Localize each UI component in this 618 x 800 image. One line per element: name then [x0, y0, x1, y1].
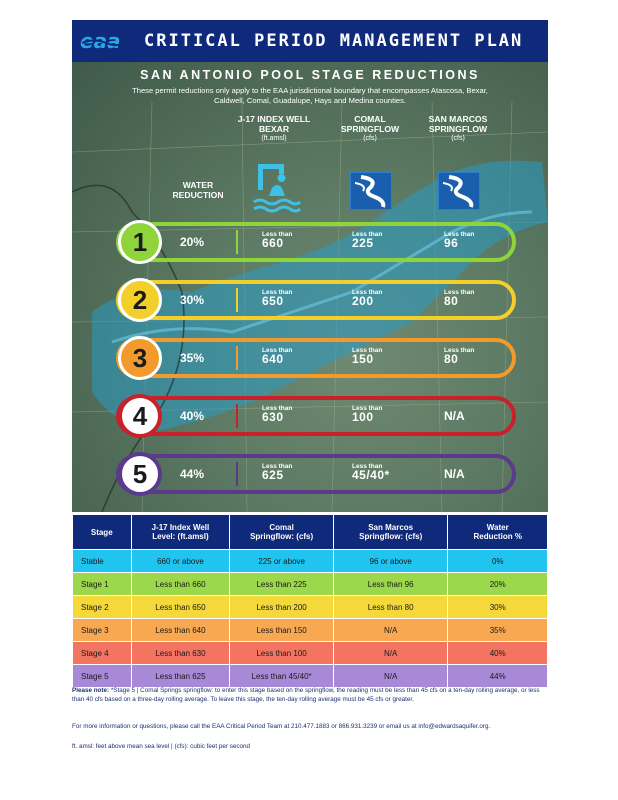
table-cell: Less than 100: [230, 642, 334, 665]
less-than-label: Less than: [444, 347, 475, 354]
stage-comal-cell: [352, 462, 390, 480]
table-cell: Less than 225: [230, 573, 334, 596]
stage-table: [72, 514, 548, 688]
stage-j17-cell: [262, 404, 292, 422]
stage-divider: [236, 404, 238, 428]
stage-divider: [236, 462, 238, 486]
j17-unit: (ft.amsl): [261, 135, 287, 142]
stage-number-badge: 4: [118, 394, 162, 438]
table-cell: Stage 4: [73, 642, 132, 665]
j17-label-line1: J-17 INDEX WELL: [237, 114, 311, 124]
table-cell: Stage 5: [73, 665, 132, 688]
stage-sanmarcos-value: 80: [444, 352, 459, 366]
less-than-label: Less than: [352, 463, 383, 470]
stage-j17-cell: [262, 346, 292, 364]
stage-comal-cell: [352, 346, 382, 364]
stage-j17-value: 630: [262, 410, 284, 424]
comal-unit: (cfs): [363, 135, 377, 142]
stage-comal-cell: [352, 288, 382, 306]
less-than-label: Less than: [352, 347, 383, 354]
title-banner: [72, 20, 548, 62]
stage-comal-value: 150: [352, 352, 374, 366]
stage-reduction-percent: 20%: [180, 235, 205, 249]
table-cell: Less than 200: [230, 596, 334, 619]
stage-sanmarcos-cell: [444, 346, 474, 364]
comal-heading: [330, 114, 410, 144]
less-than-label: Less than: [262, 347, 293, 354]
please-note-text: *Stage 5 | Comal Springs springflow: to enter this stage based on the springflow, the reading must be less than 45 cfs on a ten-day rolling average, or less than 40 cfs based on a three-day rolling average. To leave this stage, the ten-day rolling average must be 45 cfs or greater.: [72, 687, 540, 703]
table-cell: Less than 80: [333, 596, 448, 619]
sanmarcos-heading: [418, 114, 498, 144]
table-header-j17: J-17 Index Well Level: (ft.amsl): [131, 515, 230, 550]
comal-river-icon: [350, 172, 392, 210]
table-cell: Less than 660: [131, 573, 230, 596]
table-cell: N/A: [333, 665, 448, 688]
eaa-logo: [80, 26, 138, 56]
stage-sanmarcos-value: 80: [444, 294, 459, 308]
table-row: [73, 550, 548, 573]
stage-j17-cell: [262, 288, 292, 306]
stage-sanmarcos-value: N/A: [444, 409, 465, 423]
stage-reduction-percent: 35%: [180, 351, 205, 365]
table-cell: 0%: [448, 550, 548, 573]
table-cell: Less than 625: [131, 665, 230, 688]
less-than-label: Less than: [262, 231, 293, 238]
stage-reduction-percent: 40%: [180, 409, 205, 423]
stage-j17-value: 650: [262, 294, 284, 308]
table-cell: 20%: [448, 573, 548, 596]
table-cell: 660 or above: [131, 550, 230, 573]
stage-number-badge: 1: [118, 220, 162, 264]
less-than-label: Less than: [444, 231, 475, 238]
j17-heading: [222, 114, 326, 144]
table-cell: Less than 650: [131, 596, 230, 619]
less-than-label: Less than: [352, 405, 383, 412]
page-title: CRITICAL PERIOD MANAGEMENT PLAN: [144, 31, 524, 51]
stage-j17-cell: [262, 230, 292, 248]
stage-comal-value: 225: [352, 236, 374, 250]
less-than-label: Less than: [262, 405, 293, 412]
table-cell: Less than 45/40*: [230, 665, 334, 688]
table-cell: Less than 96: [333, 573, 448, 596]
water-reduction-label: WATER REDUCTION: [172, 180, 224, 200]
stage-j17-value: 640: [262, 352, 284, 366]
stage-divider: [236, 288, 238, 312]
table-cell: Stage 1: [73, 573, 132, 596]
stage-sanmarcos-cell: [444, 288, 474, 306]
stage-comal-cell: [352, 404, 382, 422]
subtitle: SAN ANTONIO POOL STAGE REDUCTIONS: [140, 68, 480, 82]
table-row: [73, 596, 548, 619]
table-header-reduction: Water Reduction %: [448, 515, 548, 550]
less-than-label: Less than: [352, 231, 383, 238]
water-reduction-heading: [160, 180, 236, 200]
table-cell: 40%: [448, 642, 548, 665]
less-than-label: Less than: [352, 289, 383, 296]
stage-comal-value: 100: [352, 410, 374, 424]
table-cell: 225 or above: [230, 550, 334, 573]
stage-j17-cell: [262, 462, 292, 480]
table-cell: Stage 3: [73, 619, 132, 642]
table-header-sanmarcos: San Marcos Springflow: (cfs): [333, 515, 448, 550]
contact-info: For more information or questions, please call the EAA Critical Period Team at 210.477.1883 or 866.931.3239 or email us at info@edwardsaquifer.org.: [72, 723, 491, 730]
sanmarcos-label-line2: SPRINGFLOW: [428, 124, 488, 134]
table-cell: Less than 640: [131, 619, 230, 642]
stage-j17-value: 660: [262, 236, 284, 250]
table-header-comal: Comal Springflow: (cfs): [230, 515, 334, 550]
sanmarcos-unit: (cfs): [451, 135, 465, 142]
stage-reduction-percent: 30%: [180, 293, 205, 307]
table-cell: Less than 630: [131, 642, 230, 665]
stage-j17-value: 625: [262, 468, 284, 482]
comal-label-line2: SPRINGFLOW: [340, 124, 400, 134]
sanmarcos-river-icon: [438, 172, 480, 210]
stage-sanmarcos-value: N/A: [444, 467, 465, 481]
table-header-row: [73, 515, 548, 550]
stage-reduction-percent: 44%: [180, 467, 205, 481]
less-than-label: Less than: [444, 289, 475, 296]
less-than-label: Less than: [262, 463, 293, 470]
units-legend: ft. amsl: feet above mean sea level | (cfs): cubic feet per second: [72, 743, 251, 750]
table-cell: N/A: [333, 619, 448, 642]
stage-divider: [236, 346, 238, 370]
less-than-label: Less than: [262, 289, 293, 296]
table-row: [73, 665, 548, 688]
logo-text: eaa: [80, 29, 121, 53]
stage-reductions-panel: [72, 62, 548, 512]
stage-divider: [236, 230, 238, 254]
table-cell: Less than 150: [230, 619, 334, 642]
table-cell: 44%: [448, 665, 548, 688]
table-cell: N/A: [333, 642, 448, 665]
table-row: [73, 619, 548, 642]
stage-sanmarcos-value: 96: [444, 236, 459, 250]
comal-label-line1: COMAL: [354, 114, 386, 124]
jurisdiction-note: These permit reductions only apply to the EAA jurisdictional boundary that encompasses Atascosa, Bexar, Caldwell, Comal, Guadalupe, Hays and Medina counties.: [132, 86, 488, 105]
table-cell: Stage 2: [73, 596, 132, 619]
table-row: [73, 573, 548, 596]
please-note: [72, 686, 548, 704]
table-row: [73, 642, 548, 665]
sanmarcos-label-line1: SAN MARCOS: [428, 114, 488, 124]
table-cell: 35%: [448, 619, 548, 642]
well-icon: [252, 160, 302, 216]
stage-comal-value: 45/40*: [352, 468, 390, 482]
stage-comal-value: 200: [352, 294, 374, 308]
stage-number-badge: 5: [118, 452, 162, 496]
table-cell: 96 or above: [333, 550, 448, 573]
table-cell: 30%: [448, 596, 548, 619]
stage-comal-cell: [352, 230, 382, 248]
j17-label-line2: BEXAR: [258, 124, 290, 134]
table-cell: Stable: [73, 550, 132, 573]
stage-number-badge: 2: [118, 278, 162, 322]
stage-number-badge: 3: [118, 336, 162, 380]
stage-sanmarcos-cell: [444, 230, 474, 248]
please-note-label: Please note:: [72, 687, 110, 694]
table-body: [73, 550, 548, 688]
table-header-stage: Stage: [73, 515, 132, 550]
